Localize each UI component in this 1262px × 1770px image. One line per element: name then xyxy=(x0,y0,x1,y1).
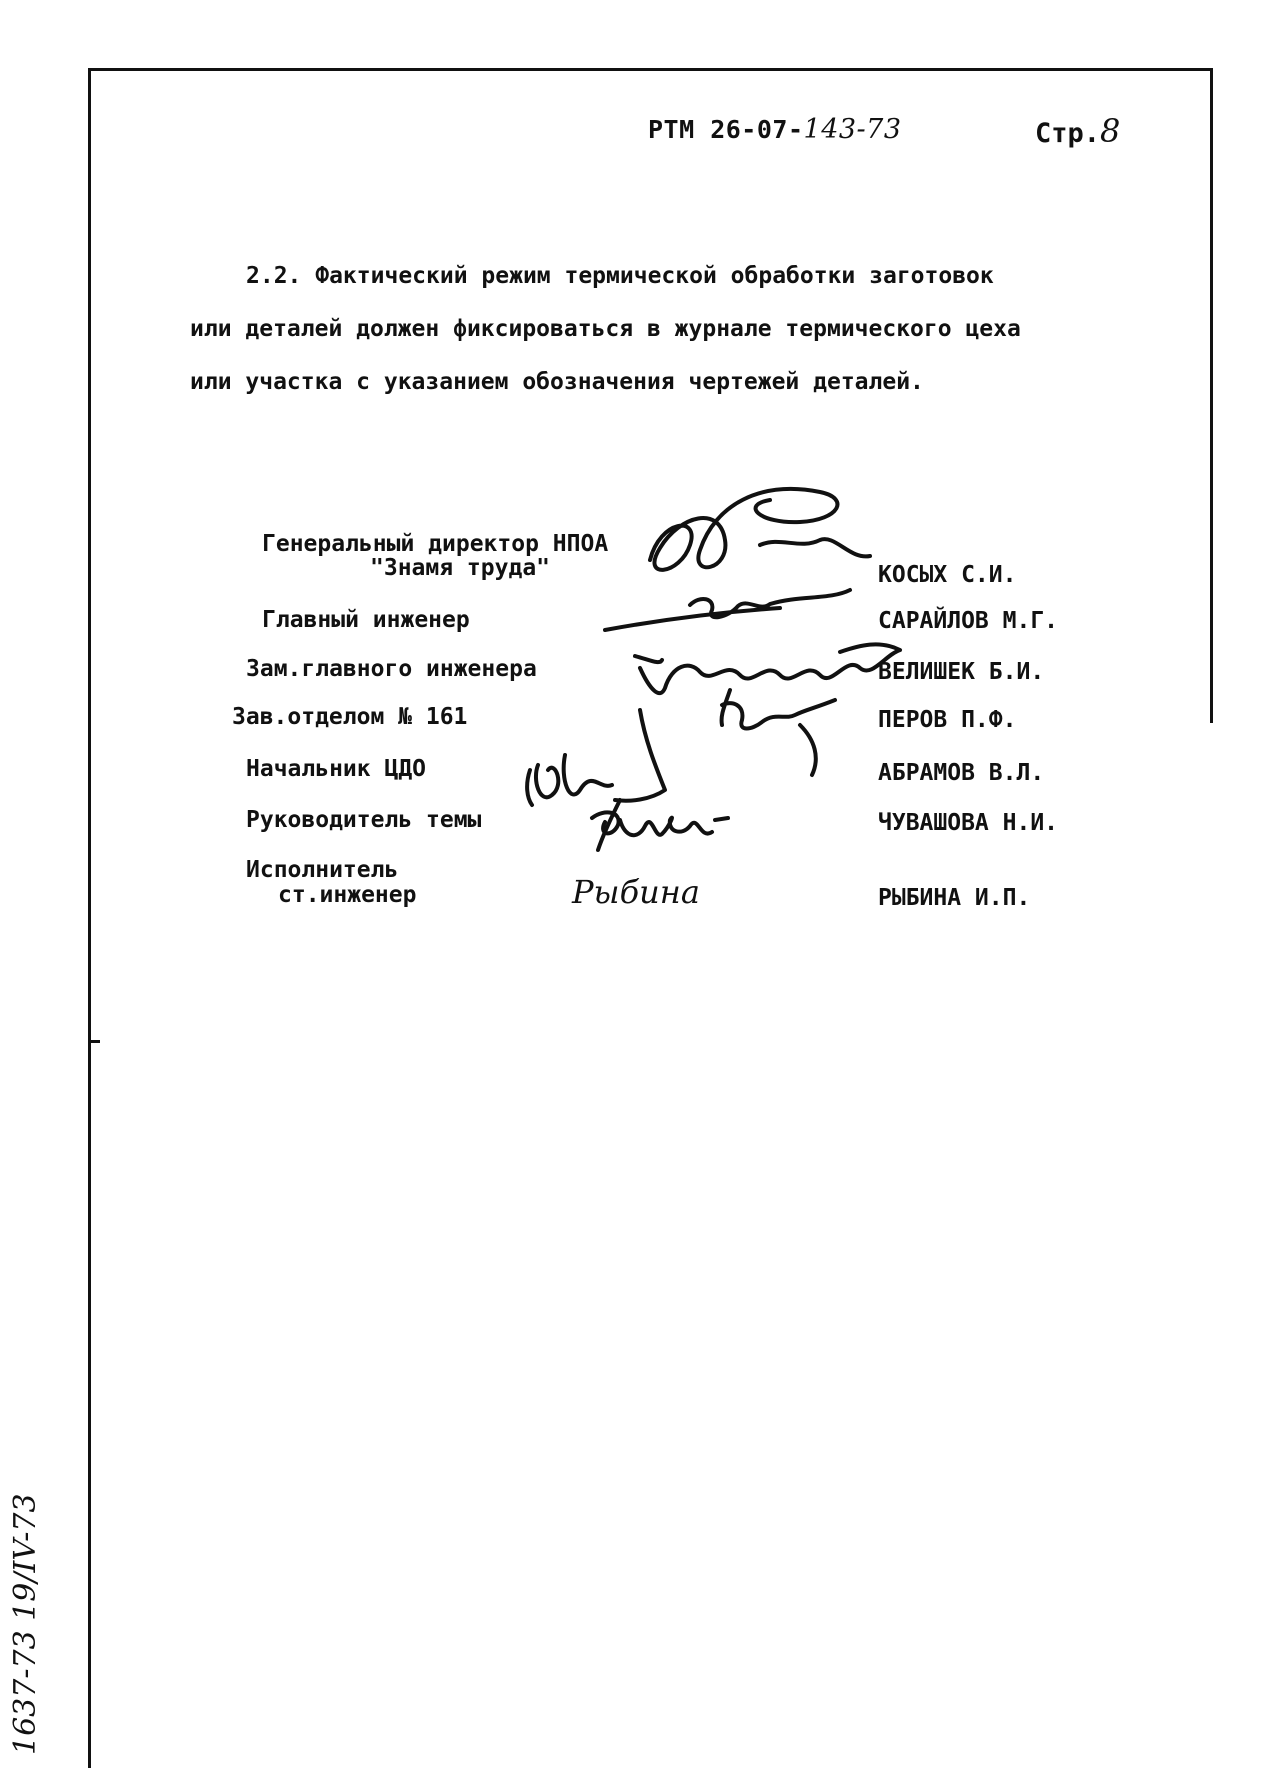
signatory-name: КОСЫХ С.И. xyxy=(878,562,1017,588)
page-number-prefix: Стр. xyxy=(1035,118,1101,149)
body-paragraph xyxy=(190,250,1150,409)
signatory-name: ПЕРОВ П.Ф. xyxy=(878,707,1017,733)
signatory-name: РЫБИНА И.П. xyxy=(878,885,1031,911)
page-number xyxy=(1035,112,1120,150)
signature-sarailov xyxy=(605,590,850,630)
signatory-position: Главный инженер xyxy=(262,607,470,633)
signatory-name: ЧУВАШОВА Н.И. xyxy=(878,810,1059,836)
signature-abramov xyxy=(527,710,665,805)
signature-perov xyxy=(722,690,835,775)
signature-kosykh xyxy=(650,489,870,570)
signature-velishek xyxy=(635,644,900,693)
signatory-name: АБРАМОВ В.Л. xyxy=(878,760,1045,786)
signatory-position: Генеральный директор НПОА xyxy=(262,531,609,557)
signatory-name: САРАЙЛОВ М.Г. xyxy=(878,608,1059,634)
signatory-position: Руководитель темы xyxy=(246,807,482,833)
frame-top-border xyxy=(88,68,1212,71)
signature-chuvashova xyxy=(592,800,728,850)
signatory-position: Начальник ЦДО xyxy=(246,756,427,782)
signatory-position-line2: "Знамя труда" xyxy=(370,555,551,581)
margin-handwritten-note: 1637-73 19/IV-73 xyxy=(8,1493,43,1755)
signatory-position: Исполнитель xyxy=(246,857,399,883)
paragraph-line: или участка с указанием обозначения чертежей деталей. xyxy=(190,369,924,395)
signatory-position-line2: ст.инженер xyxy=(278,882,417,908)
signatory-name: ВЕЛИШЕК Б.И. xyxy=(878,659,1045,685)
signature-rybina: Рыбина xyxy=(572,873,700,911)
signatory-position: Зав.отделом № 161 xyxy=(232,704,468,730)
paragraph-line: 2.2. Фактический режим термической обработки заготовок xyxy=(246,263,994,289)
signatory-position: Зам.главного инженера xyxy=(246,656,537,682)
document-number-prefix: РТМ 26-07- xyxy=(648,115,804,144)
document-number xyxy=(648,114,902,145)
frame-left-border xyxy=(88,68,91,1768)
frame-right-border xyxy=(1210,68,1213,723)
page-number-handwritten: 8 xyxy=(1100,112,1121,150)
frame-notch xyxy=(90,1040,100,1043)
paragraph-line: или деталей должен фиксироваться в журнале термического цеха xyxy=(190,316,1021,342)
document-number-handwritten: 143-73 xyxy=(803,114,902,145)
